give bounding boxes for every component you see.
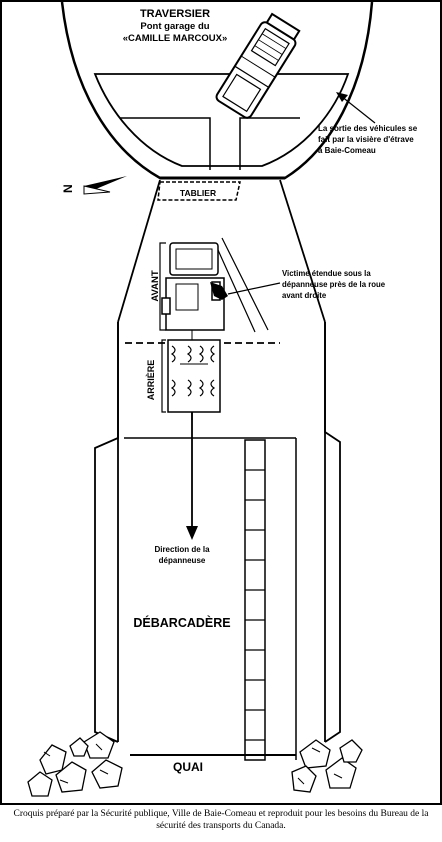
direction-note-line-2: dépanneuse — [158, 556, 206, 565]
exit-note-line-1: La sortie des véhicules se — [318, 124, 418, 133]
dock-label: DÉBARCADÈRE — [133, 616, 231, 630]
rear-bracket — [162, 340, 166, 412]
tow-truck — [162, 243, 224, 420]
exit-note-line-2: fait par la visière d'étrave — [318, 135, 414, 144]
sketch-frame — [1, 1, 441, 804]
north-label: N — [61, 184, 75, 193]
apron-label: TABLIER — [179, 188, 217, 198]
rear-label: ARRIÈRE — [146, 359, 156, 401]
front-label: AVANT — [150, 270, 161, 302]
quay-label: QUAI — [173, 760, 203, 774]
direction-note-line-1: Direction de la — [154, 545, 210, 554]
north-arrow-icon — [61, 176, 127, 194]
ramp — [118, 180, 325, 742]
ferry-name: «CAMILLE MARCOUX» — [122, 33, 228, 44]
rocks-right — [292, 740, 362, 792]
direction-arrow — [186, 412, 198, 540]
ramp-diagonal-lines — [218, 238, 268, 332]
vehicle-on-ferry — [215, 12, 303, 120]
exit-arrow — [336, 92, 375, 123]
victim-note — [282, 269, 386, 300]
victim-note-line-3: avant droite — [282, 291, 327, 300]
rocks-left — [28, 732, 122, 796]
apron — [158, 182, 240, 200]
exit-note — [318, 124, 418, 155]
victim-note-line-2: dépanneuse près de la roue — [282, 280, 386, 289]
figure-caption: Croquis préparé par la Sécurité publique, Ville de Baie-Comeau et reproduit pour les besoins du Bureau de la sécurité des transports du Canada. — [13, 809, 429, 831]
ferry-subtitle: Pont garage du — [140, 21, 210, 32]
ferry-title: TRAVERSIER — [139, 8, 211, 20]
exit-note-line-3: à Baie-Comeau — [318, 146, 376, 155]
victim-note-line-1: Victime étendue sous la — [282, 269, 371, 278]
